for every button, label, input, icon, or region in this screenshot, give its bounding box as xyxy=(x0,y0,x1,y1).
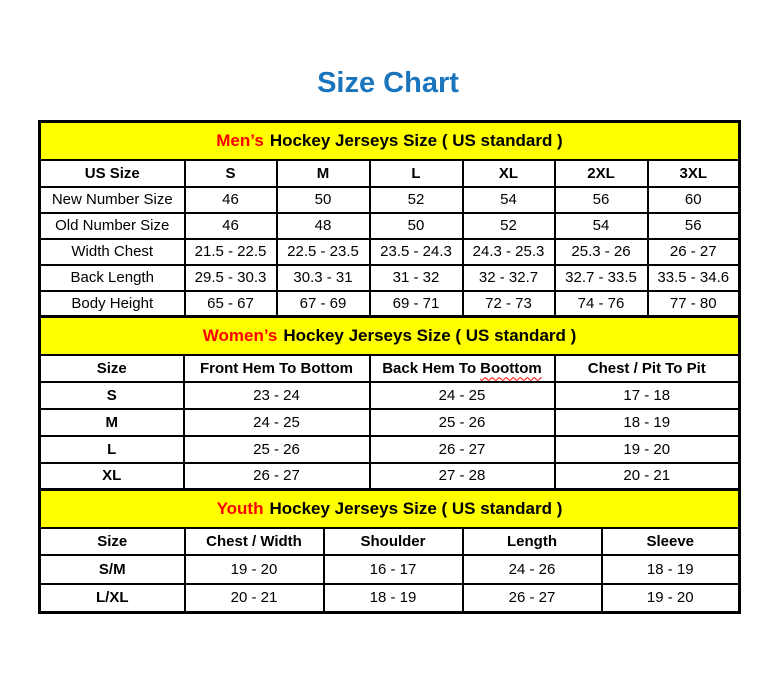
mens-band-title xyxy=(40,122,740,160)
table-cell: 74 - 76 xyxy=(555,291,648,317)
mens-col-header-us-size: US Size xyxy=(40,160,185,187)
table-cell: 21.5 - 22.5 xyxy=(185,239,277,265)
table-cell: 25.3 - 26 xyxy=(555,239,648,265)
womens-band-highlight: Women’s xyxy=(202,325,278,345)
table-cell: 69 - 71 xyxy=(370,291,463,317)
youth-band-highlight: Youth xyxy=(216,498,264,518)
mens-band-highlight: Men’s xyxy=(216,130,264,150)
youth-band-rest: Hockey Jerseys Size ( US standard ) xyxy=(269,498,563,518)
mens-col-header-2xl: 2XL xyxy=(555,160,648,187)
table-cell: 60 xyxy=(648,187,740,213)
table-cell: 52 xyxy=(370,187,463,213)
youth-row-sm xyxy=(40,555,740,584)
table-cell: 26 - 27 xyxy=(648,239,740,265)
youth-size-table xyxy=(38,488,741,614)
table-cell: 46 xyxy=(185,187,277,213)
mens-col-header-l: L xyxy=(370,160,463,187)
table-cell: 19 - 20 xyxy=(185,555,324,584)
youth-col-header-sleeve: Sleeve xyxy=(602,528,740,555)
table-cell: 24 - 26 xyxy=(463,555,602,584)
mens-header-row xyxy=(40,160,740,187)
mens-section-band xyxy=(40,122,740,160)
table-cell: 50 xyxy=(277,187,370,213)
row-label: S xyxy=(40,382,184,409)
table-cell: 23.5 - 24.3 xyxy=(370,239,463,265)
table-cell: 26 - 27 xyxy=(370,436,555,463)
youth-section-band xyxy=(40,490,740,528)
mens-col-header-s: S xyxy=(185,160,277,187)
mens-col-header-3xl: 3XL xyxy=(648,160,740,187)
table-cell: 56 xyxy=(648,213,740,239)
table-cell: 25 - 26 xyxy=(370,409,555,436)
table-cell: 77 - 80 xyxy=(648,291,740,317)
table-cell: 26 - 27 xyxy=(184,463,370,490)
size-chart xyxy=(38,120,738,614)
womens-col-header-back-hem xyxy=(370,355,555,382)
row-label: M xyxy=(40,409,184,436)
table-cell: 18 - 19 xyxy=(324,584,463,613)
table-cell: 22.5 - 23.5 xyxy=(277,239,370,265)
table-cell: 54 xyxy=(555,213,648,239)
table-cell: 50 xyxy=(370,213,463,239)
youth-col-header-chest-width: Chest / Width xyxy=(185,528,324,555)
womens-band-title xyxy=(40,317,740,355)
mens-size-table xyxy=(38,120,741,318)
row-label: Width Chest xyxy=(40,239,185,265)
womens-row-m xyxy=(40,409,740,436)
womens-size-table xyxy=(38,315,741,491)
table-cell: 24.3 - 25.3 xyxy=(463,239,555,265)
row-label: Old Number Size xyxy=(40,213,185,239)
mens-col-header-m: M xyxy=(277,160,370,187)
row-label: New Number Size xyxy=(40,187,185,213)
womens-section-band xyxy=(40,317,740,355)
womens-col-header-chest: Chest / Pit To Pit xyxy=(555,355,740,382)
row-label: S/M xyxy=(40,555,185,584)
table-cell: 20 - 21 xyxy=(185,584,324,613)
mens-row-body-height xyxy=(40,291,740,317)
back-hem-label-prefix: Back Hem To xyxy=(382,359,477,377)
mens-row-back-length xyxy=(40,265,740,291)
table-cell: 25 - 26 xyxy=(184,436,370,463)
row-label: XL xyxy=(40,463,184,490)
table-cell: 19 - 20 xyxy=(555,436,740,463)
mens-row-old-number xyxy=(40,213,740,239)
table-cell: 16 - 17 xyxy=(324,555,463,584)
row-label: Body Height xyxy=(40,291,185,317)
table-cell: 18 - 19 xyxy=(602,555,740,584)
womens-col-header-front-hem: Front Hem To Bottom xyxy=(184,355,370,382)
mens-col-header-xl: XL xyxy=(463,160,555,187)
table-cell: 32 - 32.7 xyxy=(463,265,555,291)
womens-row-xl xyxy=(40,463,740,490)
table-cell: 46 xyxy=(185,213,277,239)
youth-col-header-shoulder: Shoulder xyxy=(324,528,463,555)
womens-header-row xyxy=(40,355,740,382)
table-cell: 29.5 - 30.3 xyxy=(185,265,277,291)
table-cell: 67 - 69 xyxy=(277,291,370,317)
table-cell: 27 - 28 xyxy=(370,463,555,490)
youth-col-header-length: Length xyxy=(463,528,602,555)
table-cell: 19 - 20 xyxy=(602,584,740,613)
table-cell: 31 - 32 xyxy=(370,265,463,291)
womens-row-l xyxy=(40,436,740,463)
youth-row-lxl xyxy=(40,584,740,613)
table-cell: 65 - 67 xyxy=(185,291,277,317)
back-hem-misspelled-word: Boottom xyxy=(480,359,542,377)
table-cell: 48 xyxy=(277,213,370,239)
youth-header-row xyxy=(40,528,740,555)
row-label: L xyxy=(40,436,184,463)
table-cell: 23 - 24 xyxy=(184,382,370,409)
row-label: Back Length xyxy=(40,265,185,291)
mens-row-width-chest xyxy=(40,239,740,265)
table-cell: 33.5 - 34.6 xyxy=(648,265,740,291)
table-cell: 52 xyxy=(463,213,555,239)
table-cell: 56 xyxy=(555,187,648,213)
table-cell: 32.7 - 33.5 xyxy=(555,265,648,291)
table-cell: 30.3 - 31 xyxy=(277,265,370,291)
table-cell: 17 - 18 xyxy=(555,382,740,409)
womens-row-s xyxy=(40,382,740,409)
table-cell: 18 - 19 xyxy=(555,409,740,436)
table-cell: 54 xyxy=(463,187,555,213)
mens-row-new-number xyxy=(40,187,740,213)
table-cell: 26 - 27 xyxy=(463,584,602,613)
table-cell: 24 - 25 xyxy=(184,409,370,436)
youth-col-header-size: Size xyxy=(40,528,185,555)
womens-band-rest: Hockey Jerseys Size ( US standard ) xyxy=(283,325,577,345)
page-title: Size Chart xyxy=(317,67,459,99)
table-cell: 24 - 25 xyxy=(370,382,555,409)
womens-col-header-size: Size xyxy=(40,355,184,382)
table-cell: 72 - 73 xyxy=(463,291,555,317)
mens-band-rest: Hockey Jerseys Size ( US standard ) xyxy=(269,130,563,150)
youth-band-title xyxy=(40,490,740,528)
row-label: L/XL xyxy=(40,584,185,613)
table-cell: 20 - 21 xyxy=(555,463,740,490)
